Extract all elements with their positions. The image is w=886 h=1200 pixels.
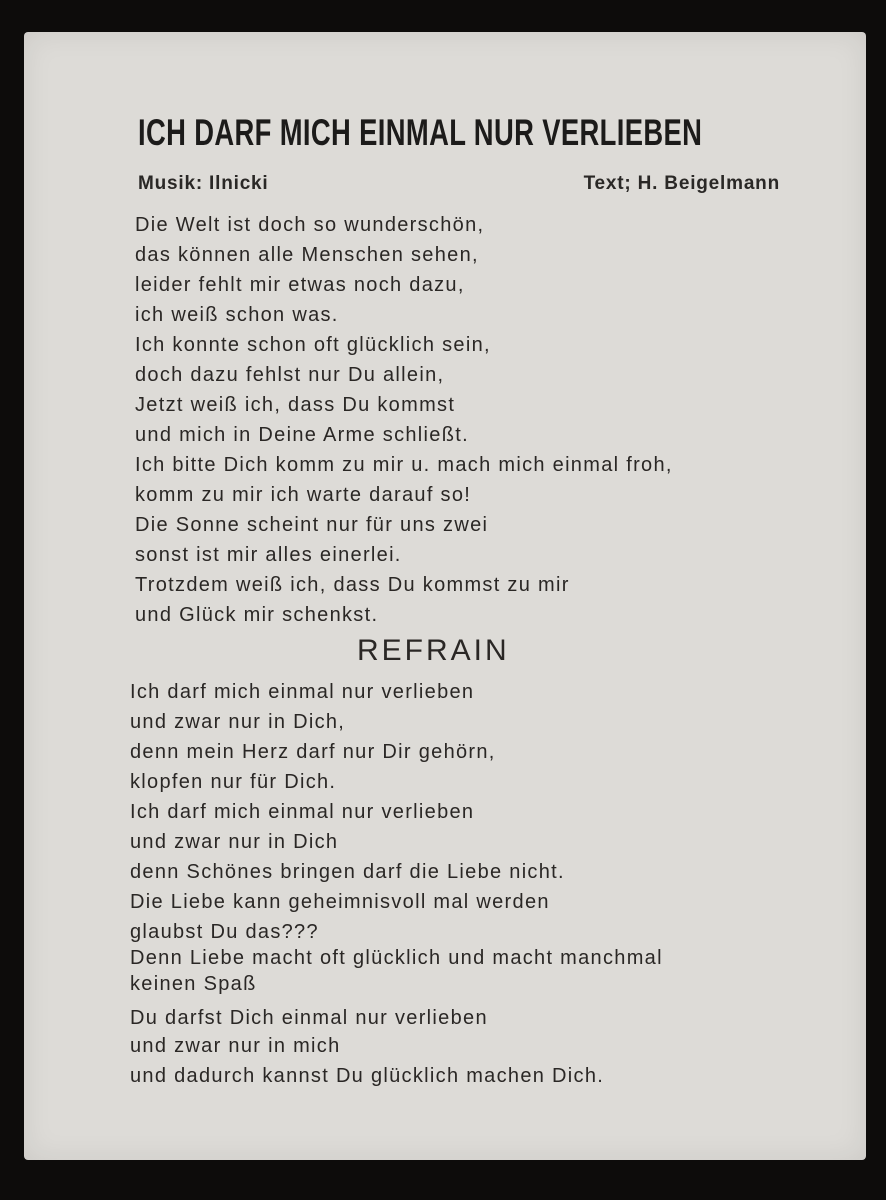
lyrics-credit: Text; H. Beigelmann	[583, 173, 780, 194]
refrain	[130, 677, 663, 1091]
verse-line: leider fehlt mir etwas noch dazu,	[135, 274, 465, 296]
refrain-line: Ich darf mich einmal nur verlieben	[130, 801, 475, 823]
refrain-heading: REFRAIN	[357, 634, 510, 667]
song-title: ICH DARF MICH EINMAL NUR VERLIEBEN	[138, 112, 703, 153]
refrain-line: keinen Spaß	[130, 973, 257, 995]
music-credit: Musik: Ilnicki	[138, 173, 269, 194]
refrain-line: klopfen nur für Dich.	[130, 771, 337, 793]
verse	[135, 210, 673, 630]
refrain-line: und dadurch kannst Du glücklich machen Dich.	[130, 1065, 605, 1087]
refrain-line: glaubst Du das???	[130, 921, 319, 943]
verse-line: Ich bitte Dich komm zu mir u. mach mich einmal froh,	[135, 454, 673, 476]
verse-line: das können alle Menschen sehen,	[135, 244, 479, 266]
refrain-line: denn mein Herz darf nur Dir gehörn,	[130, 741, 496, 763]
verse-line: doch dazu fehlst nur Du allein,	[135, 364, 445, 386]
refrain-line: denn Schönes bringen darf die Liebe nicht.	[130, 861, 565, 883]
verse-line: und Glück mir schenkst.	[135, 604, 379, 626]
refrain-line: Du darfst Dich einmal nur verlieben	[130, 1007, 488, 1029]
verse-line: und mich in Deine Arme schließt.	[135, 424, 469, 446]
verse-line: ich weiß schon was.	[135, 304, 339, 326]
verse-line: Die Welt ist doch so wunderschön,	[135, 214, 485, 236]
verse-line: komm zu mir ich warte darauf so!	[135, 484, 472, 506]
refrain-line: Ich darf mich einmal nur verlieben	[130, 681, 475, 703]
refrain-line: Die Liebe kann geheimnisvoll mal werden	[130, 891, 550, 913]
refrain-line: und zwar nur in Dich,	[130, 711, 346, 733]
verse-line: Ich konnte schon oft glücklich sein,	[135, 334, 491, 356]
verse-line: Jetzt weiß ich, dass Du kommst	[135, 394, 456, 416]
verse-line: Trotzdem weiß ich, dass Du kommst zu mir	[135, 574, 570, 596]
refrain-line: und zwar nur in mich	[130, 1035, 341, 1057]
refrain-line: Denn Liebe macht oft glücklich und macht manchmal	[130, 947, 663, 969]
verse-line: sonst ist mir alles einerlei.	[135, 544, 402, 566]
refrain-line: und zwar nur in Dich	[130, 831, 339, 853]
verse-line: Die Sonne scheint nur für uns zwei	[135, 514, 489, 536]
